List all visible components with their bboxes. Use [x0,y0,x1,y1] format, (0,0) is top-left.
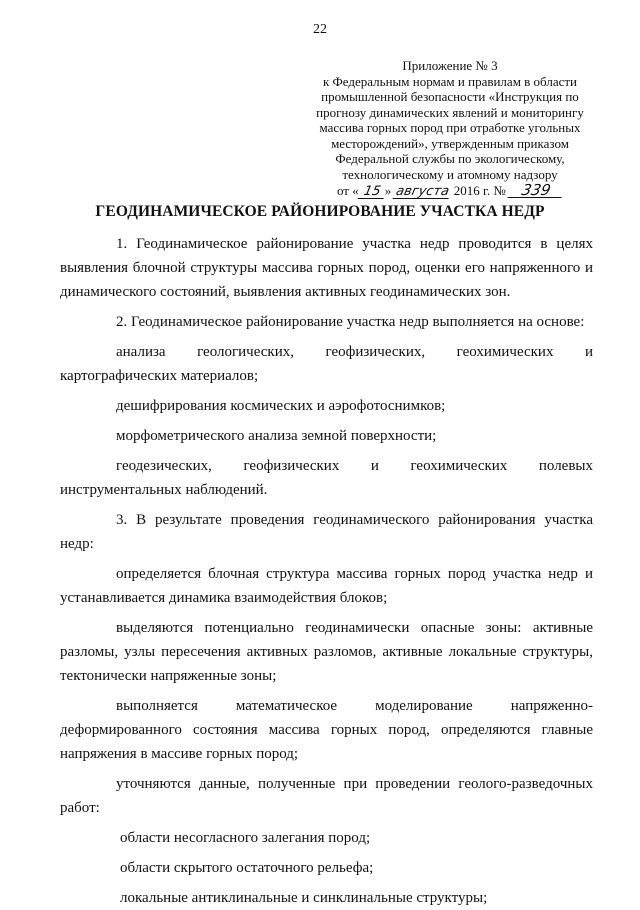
document-title: ГЕОДИНАМИЧЕСКОЕ РАЙОНИРОВАНИЕ УЧАСТКА НЕДР [95,203,545,220]
appendix-line: массива горных пород при отработке угольных [319,120,581,135]
list-item: области скрытого остаточного рельефа; [120,860,374,876]
paragraph: анализа геологических, геофизических, геохимических и картографических материалов; [60,344,593,384]
paragraph: уточняются данные, полученные при проведении геолого-разведочных работ: [60,776,593,816]
paragraph: дешифрирования космических и аэрофотоснимков; [116,398,446,414]
paragraph: выделяются потенциально геодинамически опасные зоны: активные разломы, узлы пересечения активных разломов, активные локальные структуры, тектонически напряженные зоны; [60,620,593,684]
paragraph: морфометрического анализа земной поверхности; [116,428,437,444]
date-mid: » [384,183,392,198]
handwritten-month: августа [394,184,452,199]
appendix-line: к Федеральным нормам и правилам в области [322,73,578,89]
paragraph: 3. В результате проведения геодинамического районирования участка недр: [60,512,593,552]
appendix-line: промышленной безопасности «Инструкция по [321,89,579,104]
date-prefix: от « [336,183,359,198]
year-text: 2016 г. № [453,183,506,198]
appendix-line: Федеральной службы по экологическому, [335,151,565,166]
list-item: области несогласного залегания пород; [120,830,371,846]
paragraph: выполняется математическое моделирование напряженно-деформированного состояния массива горных пород, определяются главные напряжения в массиве горных пород; [60,698,593,762]
appendix-line: месторождений», утвержденным приказом [331,135,569,151]
appendix-line: технологическому и атомному надзору [342,166,558,182]
page-number: 22 [313,22,327,37]
paragraph: 1. Геодинамическое районирование участка недр проводится в целях выявления блочной структуры массива горных пород, оценки его напряженного и динамического состояний, выявления активных геодинамических зон. [60,236,593,300]
handwritten-day: 15 [357,185,386,199]
list-item: локальные антиклинальные и синклинальные структуры; [120,890,488,906]
appendix-header [300,58,600,199]
document-body [60,232,593,910]
order-date-line [300,183,600,199]
appendix-line: прогнозу динамических явлений и мониторингу [316,104,584,120]
handwritten-order-number: 339 [508,184,565,198]
paragraph: геодезических, геофизических и геохимических полевых инструментальных наблюдений. [60,458,593,498]
appendix-line: Приложение № 3 [402,58,498,73]
paragraph: 2. Геодинамическое районирование участка недр выполняется на основе: [116,314,585,330]
paragraph: определяется блочная структура массива горных пород участка недр и устанавливается динамика взаимодействия блоков; [60,566,593,606]
